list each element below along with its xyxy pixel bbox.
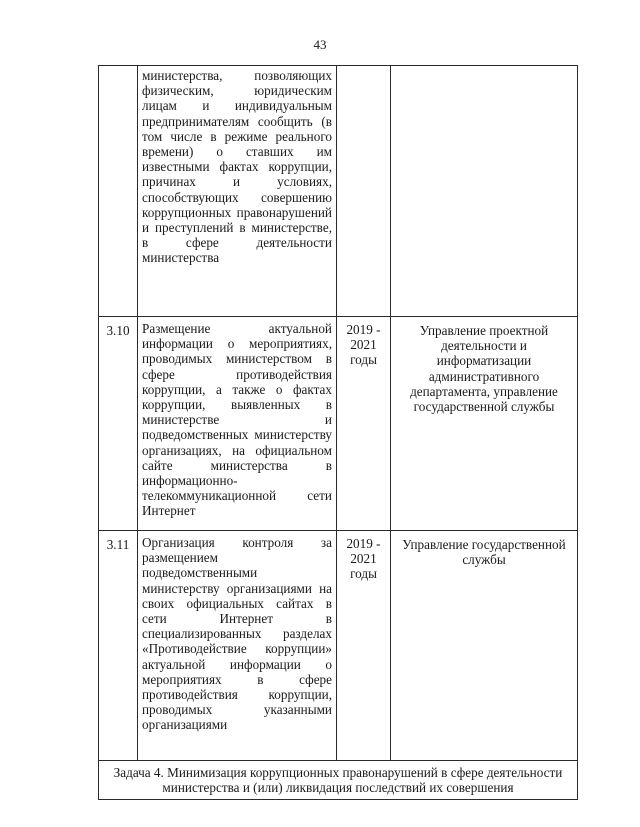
measure-term: 2019 - 2021 годы bbox=[337, 317, 391, 531]
row-number: 3.10 bbox=[99, 317, 138, 531]
table-row bbox=[99, 531, 578, 761]
measures-table bbox=[98, 65, 578, 800]
task-heading-row bbox=[99, 761, 578, 800]
row-number: 3.11 bbox=[99, 531, 138, 761]
measure-term: 2019 - 2021 годы bbox=[337, 531, 391, 761]
measure-responsible bbox=[391, 66, 578, 317]
table-row bbox=[99, 66, 578, 317]
page-number: 43 bbox=[313, 37, 327, 52]
row-number bbox=[99, 66, 138, 317]
measure-description: Организация контроля за размещением подведомственными министерству организациями на своих официальных сайтах в сети Интернет в специализированных разделах «Противодействие коррупции» актуальной информации о мероприятиях в сфере противодействия коррупции, проводимых указанными организациями bbox=[138, 531, 337, 761]
task-heading: Задача 4. Минимизация коррупционных правонарушений в сфере деятельности министерства и (или) ликвидация последствий их совершения bbox=[99, 761, 578, 800]
measure-description: Размещение актуальной информации о мероприятиях, проводимых министерством в сфере противодействия коррупции, а также о фактах коррупции, выявленных в министерстве и подведомственных министерству организациях, на официальном сайте министерства в информационно-телекоммуникационной сети Интернет bbox=[138, 317, 337, 531]
measure-responsible: Управление проектной деятельности и информатизации административного департамента, управление государственной службы bbox=[391, 317, 578, 531]
table-row bbox=[99, 317, 578, 531]
measure-term bbox=[337, 66, 391, 317]
measure-responsible: Управление государственной службы bbox=[391, 531, 578, 761]
measure-description: министерства, позволяющих физическим, юридическим лицам и индивидуальным предпринимателям сообщить (в том числе в режиме реального времени) о ставших им известными фактах коррупции, причинах и условиях, способствующих совершению коррупционных правонарушений и преступлений в министерстве, в сфере деятельности министерства bbox=[138, 66, 337, 317]
